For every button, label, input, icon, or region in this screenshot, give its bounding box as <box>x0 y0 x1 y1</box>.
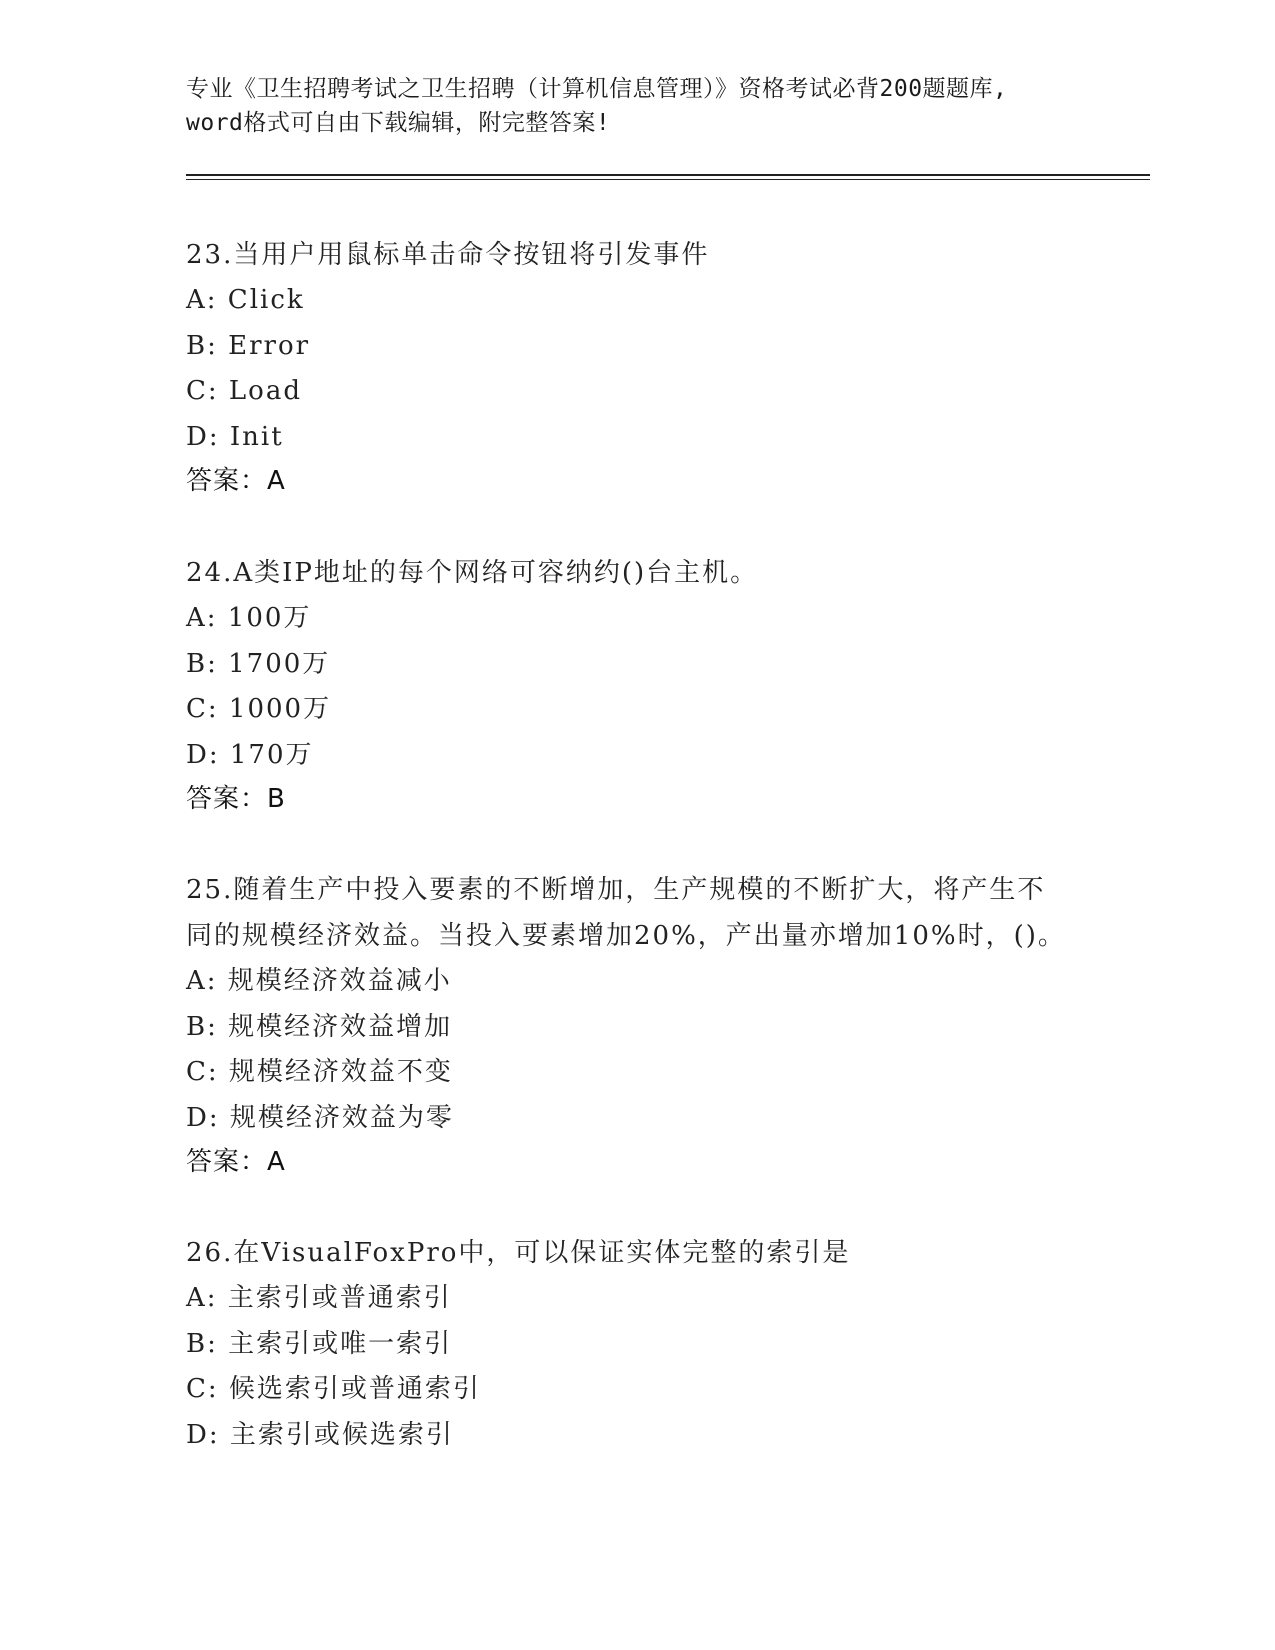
option-a: A: 主索引或普通索引 <box>186 1283 452 1313</box>
question-text: 24.A类IP地址的每个网络可容纳约()台主机。 <box>186 558 759 588</box>
question-text: 26.在VisualFoxPro中，可以保证实体完整的索引是 <box>186 1238 851 1268</box>
option-b: B: 规模经济效益增加 <box>186 1011 453 1042</box>
option-d: D: Init <box>186 421 284 452</box>
option-c: C: 规模经济效益不变 <box>186 1057 453 1087</box>
question-text-line-1: 25.随着生产中投入要素的不断增加，生产规模的不断扩大，将产生不 <box>186 875 1046 905</box>
question-24 <box>186 550 758 820</box>
question-26 <box>186 1230 850 1458</box>
option-c: C: Load <box>186 376 302 406</box>
option-d: D: 主索引或候选索引 <box>186 1419 454 1450</box>
option-b: B: 主索引或唯一索引 <box>186 1328 453 1359</box>
answer-line: 答案：A <box>186 466 286 496</box>
option-d: D: 规模经济效益为零 <box>186 1102 454 1133</box>
answer-line: 答案：A <box>186 1147 286 1177</box>
question-23 <box>186 232 709 502</box>
option-a: A: Click <box>186 285 305 315</box>
option-b: B: 1700万 <box>186 648 331 679</box>
option-b: B: Error <box>186 330 311 361</box>
option-c: C: 候选索引或普通索引 <box>186 1374 481 1404</box>
document-page <box>186 72 1146 1450</box>
question-text: 23.当用户用鼠标单击命令按钮将引发事件 <box>186 240 710 270</box>
option-a: A: 规模经济效益减小 <box>186 966 452 996</box>
question-text-line-2: 同的规模经济效益。当投入要素增加20%，产出量亦增加10%时，()。 <box>186 921 1066 951</box>
option-a: A: 100万 <box>186 603 312 633</box>
option-d: D: 170万 <box>186 739 314 770</box>
answer-line: 答案：B <box>186 784 286 814</box>
header-line-2: word格式可自由下载编辑，附完整答案! <box>186 110 611 136</box>
document-header <box>186 72 1146 140</box>
header-divider <box>186 174 1150 180</box>
option-c: C: 1000万 <box>186 694 332 724</box>
question-25 <box>186 867 1066 1183</box>
header-line-1: 专业《卫生招聘考试之卫生招聘（计算机信息管理）》资格考试必背200题题库, <box>186 76 1008 102</box>
